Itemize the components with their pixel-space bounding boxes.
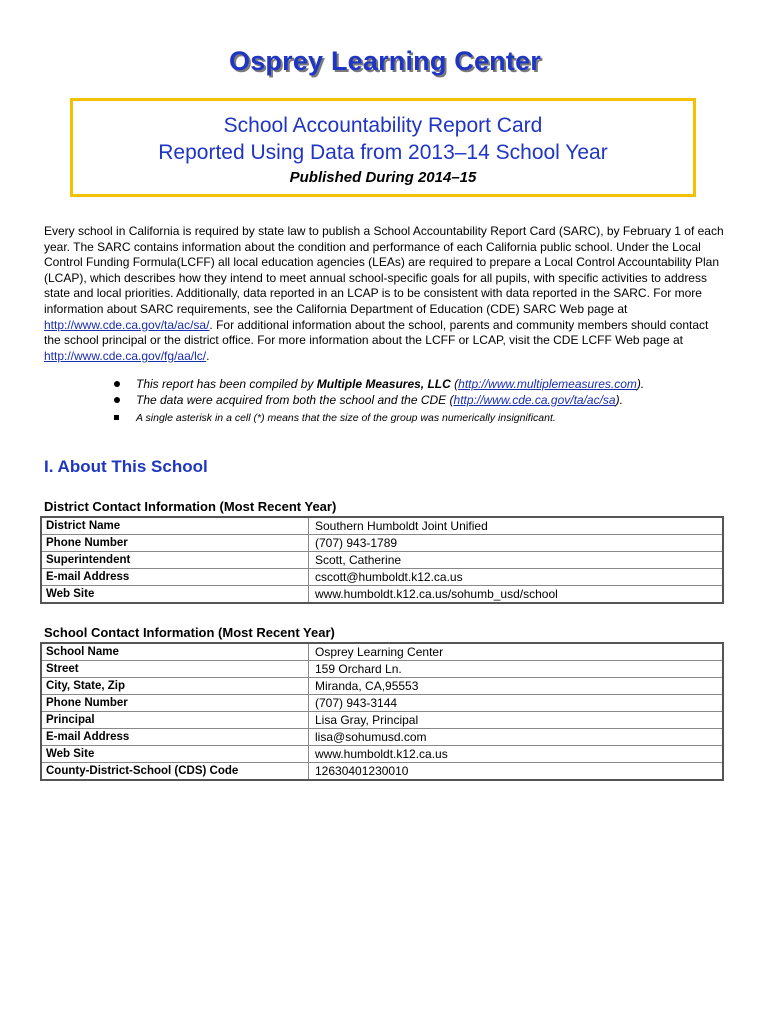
table-row <box>41 569 723 586</box>
school-title: Osprey Learning Center <box>229 46 541 76</box>
bullet-text: ( <box>450 377 459 391</box>
district-table-title: District Contact Information (Most Recent Year) <box>44 499 337 514</box>
notes-list <box>114 376 714 426</box>
table-row <box>41 695 723 712</box>
school-table-title: School Contact Information (Most Recent Year) <box>44 625 335 640</box>
bullet-text: ). <box>636 377 645 391</box>
row-value: Osprey Learning Center <box>309 643 724 661</box>
bullet-icon <box>114 415 119 420</box>
row-label: E-mail Address <box>41 729 309 746</box>
row-label: County-District-School (CDS) Code <box>41 763 309 781</box>
row-label: School Name <box>41 643 309 661</box>
row-label: Phone Number <box>41 695 309 712</box>
row-label: City, State, Zip <box>41 678 309 695</box>
list-item <box>114 376 714 392</box>
row-value: www.humboldt.k12.ca.us/sohumb_usd/school <box>309 586 724 604</box>
cde-lcff-link[interactable]: http://www.cde.ca.gov/fg/aa/lc/ <box>44 348 207 363</box>
school-contact-table <box>40 642 724 781</box>
bullet-icon <box>114 397 120 403</box>
list-item <box>114 410 714 426</box>
row-value: (707) 943-3144 <box>309 695 724 712</box>
compiler-name: Multiple Measures, LLC <box>316 377 451 391</box>
row-label: Web Site <box>41 586 309 604</box>
table-row <box>41 643 723 661</box>
district-contact-table <box>40 516 724 604</box>
published-date: Published During 2014–15 <box>289 169 477 186</box>
row-value: 12630401230010 <box>309 763 724 781</box>
cde-link[interactable]: http://www.cde.ca.gov/ta/ac/sa <box>453 393 616 407</box>
section-heading: I. About This School <box>44 457 208 476</box>
table-row <box>41 729 723 746</box>
row-value: lisa@sohumusd.com <box>309 729 724 746</box>
row-label: Web Site <box>41 746 309 763</box>
row-value: Scott, Catherine <box>309 552 724 569</box>
row-value: 159 Orchard Ln. <box>309 661 724 678</box>
intro-paragraph <box>44 224 724 364</box>
table-row <box>41 763 723 781</box>
row-label: Superintendent <box>41 552 309 569</box>
multiple-measures-link[interactable]: http://www.multiplemeasures.com <box>458 377 637 391</box>
row-label: Street <box>41 661 309 678</box>
row-value: Lisa Gray, Principal <box>309 712 724 729</box>
bullet-icon <box>114 381 120 387</box>
table-row <box>41 678 723 695</box>
row-value: Miranda, CA,95553 <box>309 678 724 695</box>
table-row <box>41 517 723 535</box>
table-row <box>41 712 723 729</box>
row-label: Phone Number <box>41 535 309 552</box>
row-value: cscott@humboldt.k12.ca.us <box>309 569 724 586</box>
intro-text-1: Every school in California is required by state law to publish a School Accountability Report Card (SARC), by February 1 of each year. The SARC contains information about the condition and performance of each California public school. Under the Local Control Funding Formula(LCFF) all local education agencies (LEAs) are required to prepare a Local Control Accountability Plan (LCAP), which describes how they intend to meet annual school-specific goals for all pupils, with specific activities to address state and local priorities. Additionally, data reported in an LCAP is to be consistent with data reported in the SARC. For more information about SARC requirements, see the California Department of Education (CDE) SARC Web page at <box>44 224 724 316</box>
row-value: www.humboldt.k12.ca.us <box>309 746 724 763</box>
intro-text-2: . For additional information about the school, parents and community members should contact the school principal or the district office. For more information about the LCFF or LCAP, visit the CDE LCFF Web page at <box>44 317 709 348</box>
report-title: School Accountability Report Card <box>223 114 543 137</box>
table-row <box>41 552 723 569</box>
bullet-text: This report has been compiled by <box>136 377 317 391</box>
intro-text-3: . <box>206 348 210 363</box>
row-label: Principal <box>41 712 309 729</box>
table-row <box>41 661 723 678</box>
list-item <box>114 392 714 408</box>
report-subtitle: Reported Using Data from 2013–14 School Year <box>158 141 608 164</box>
row-value: Southern Humboldt Joint Unified <box>309 517 724 535</box>
row-value: (707) 943-1789 <box>309 535 724 552</box>
row-label: District Name <box>41 517 309 535</box>
report-title-box <box>70 98 696 197</box>
bullet-text: The data were acquired from both the school and the CDE ( <box>136 393 454 407</box>
table-row <box>41 746 723 763</box>
bullet-text: ). <box>615 393 623 407</box>
bullet-text: A single asterisk in a cell (*) means that the size of the group was numerically insignificant. <box>136 412 556 424</box>
cde-sarc-link[interactable]: http://www.cde.ca.gov/ta/ac/sa/ <box>44 317 210 332</box>
row-label: E-mail Address <box>41 569 309 586</box>
table-row <box>41 535 723 552</box>
table-row <box>41 586 723 604</box>
